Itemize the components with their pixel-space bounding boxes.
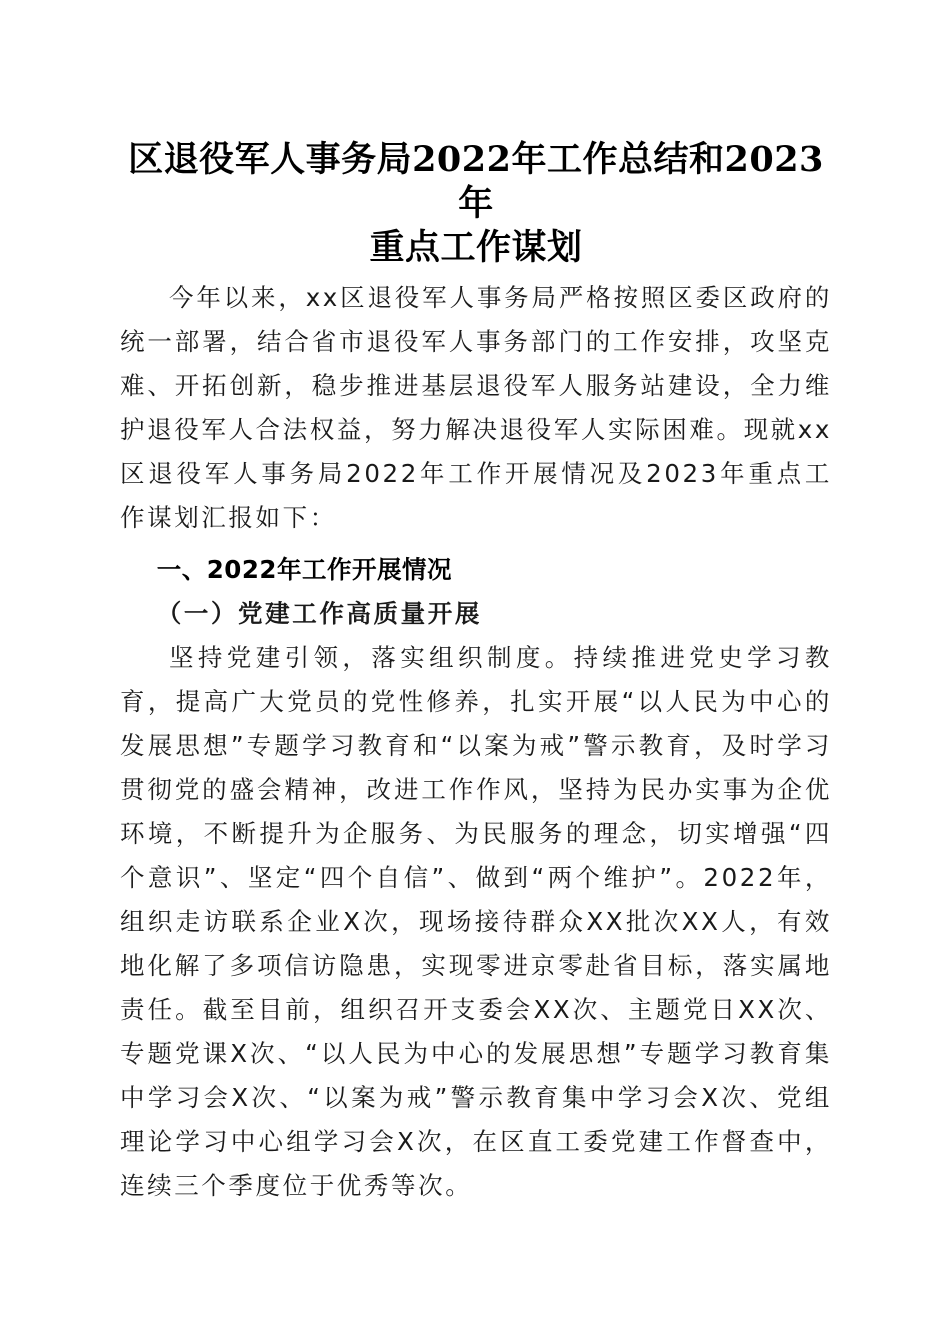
- intro-paragraph: 今年以来，xx区退役军人事务局严格按照区委区政府的统一部署，结合省市退役军人事务部门的工作安排，攻坚克难、开拓创新，稳步推进基层退役军人服务站建设，全力维护退役军人合法权益，努力解决退役军人实际困难。现就xx区退役军人事务局2022年工作开展情况及2023年重点工作谋划汇报如下：: [120, 283, 832, 532]
- document-page: [120, 138, 832, 1208]
- section-heading-1: 一、2022年工作开展情况: [156, 555, 452, 584]
- document-title: [120, 138, 832, 270]
- subsection-heading-1: （一）党建工作高质量开展: [156, 599, 482, 628]
- document-title-line-1: 区退役军人事务局2022年工作总结和2023年: [128, 139, 824, 224]
- document-title-line-2: 重点工作谋划: [369, 227, 583, 268]
- subsection-paragraph-1: 坚持党建引领，落实组织制度。持续推进党史学习教育，提高广大党员的党性修养，扎实开展“以人民为中心的发展思想”专题学习教育和“以案为戒”警示教育，及时学习贯彻党的盛会精神，改进工作作风，坚持为民办实事为企优环境，不断提升为企服务、为民服务的理念，切实增强“四个意识”、坚定“四个自信”、做到“两个维护”。2022年，组织走访联系企业X次，现场接待群众XX批次XX人，有效地化解了多项信访隐患，实现零进京零赴省目标，落实属地责任。截至目前，组织召开支委会XX次、主题党日XX次、专题党课X次、“以人民为中心的发展思想”专题学习教育集中学习会X次、“以案为戒”警示教育集中学习会X次、党组理论学习中心组学习会X次，在区直工委党建工作督查中，连续三个季度位于优秀等次。: [120, 643, 832, 1200]
